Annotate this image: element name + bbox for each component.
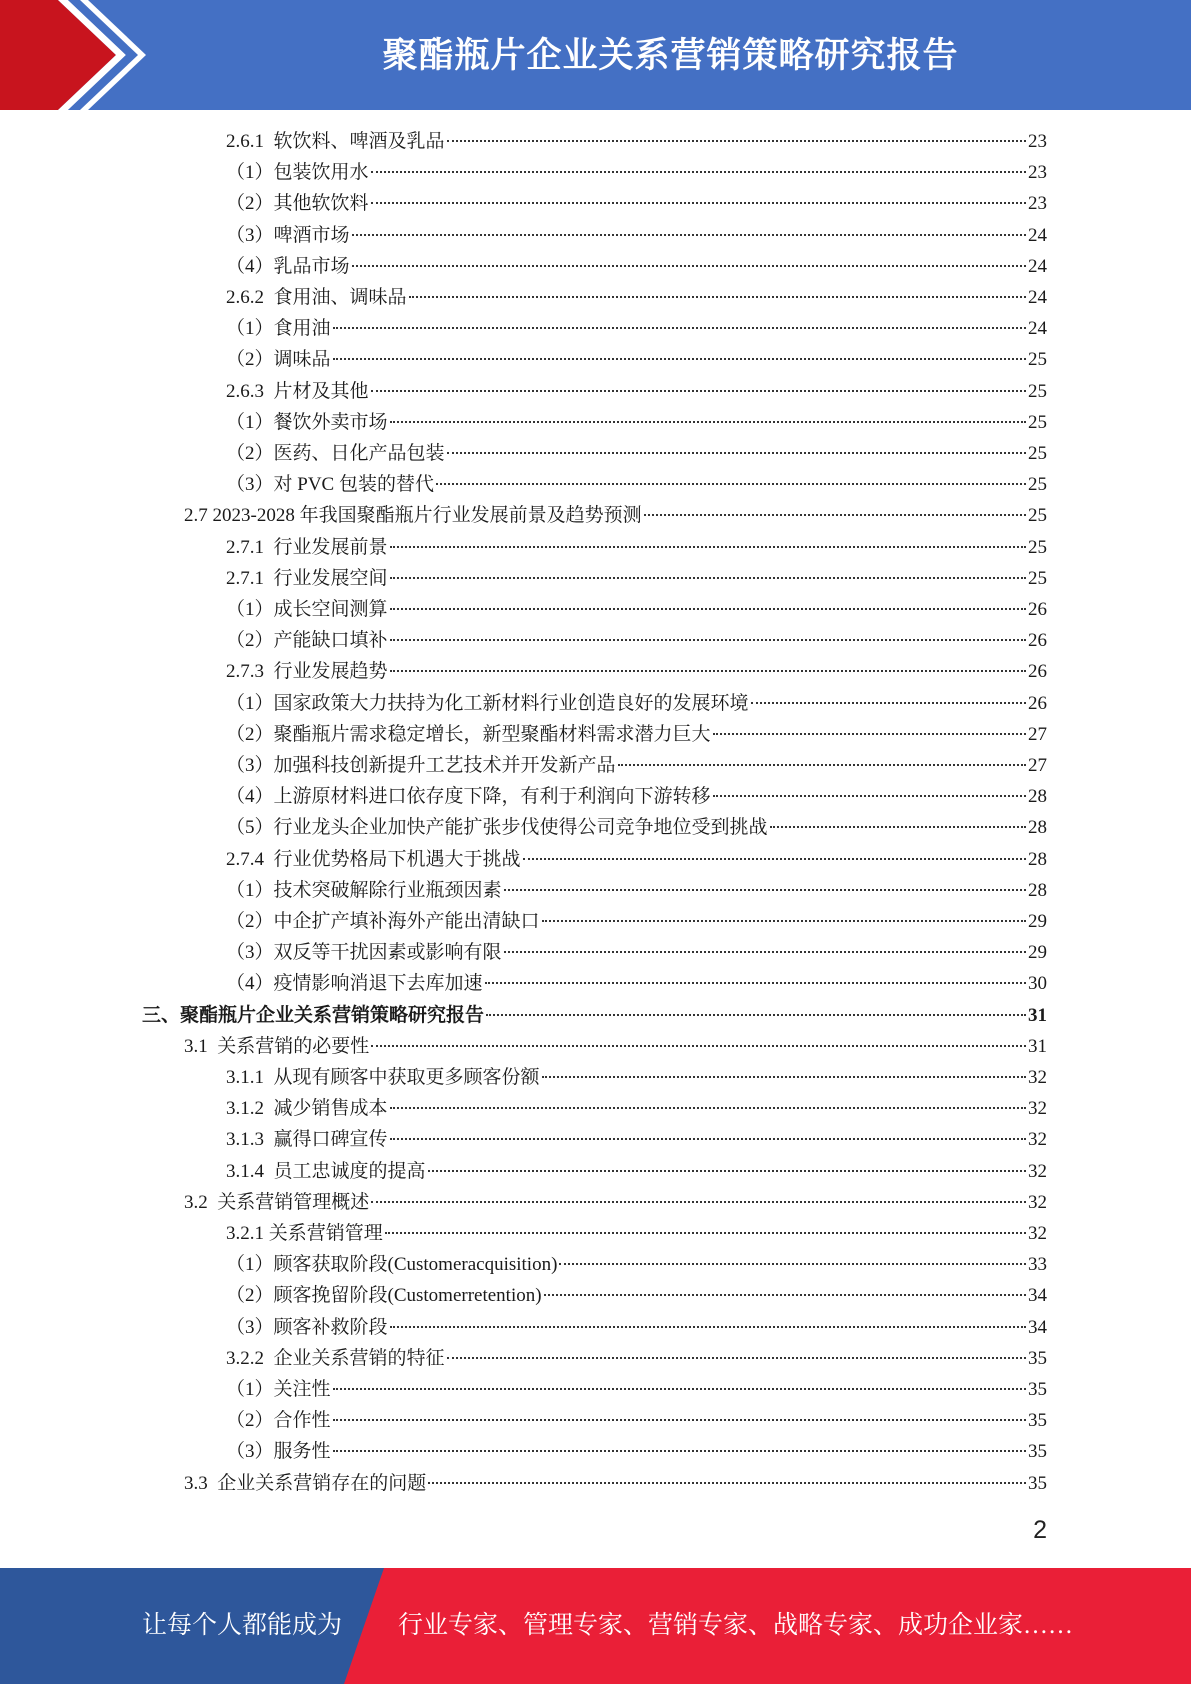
toc-entry-title: （3）顾客补救阶段 [226, 1316, 388, 1338]
toc-entry[interactable] [226, 1251, 1047, 1279]
toc-entry-page: 34 [1028, 1285, 1047, 1307]
toc-entry[interactable] [226, 814, 1047, 842]
toc-dot-leader [447, 452, 1026, 454]
toc-entry-title: （2）医药、日化产品包装 [226, 443, 445, 464]
toc-entry-title: 2.7.1 行业发展空间 [226, 567, 388, 589]
toc-dot-leader [390, 546, 1026, 548]
toc-dot-leader [409, 296, 1026, 298]
toc-dot-leader [333, 1450, 1026, 1452]
toc-entry[interactable] [226, 1438, 1047, 1466]
toc-entry[interactable] [226, 534, 1047, 562]
toc-entry-title: （1）餐饮外卖市场 [226, 411, 388, 433]
toc-dot-leader [333, 1419, 1026, 1421]
toc-entry-page: 32 [1028, 1191, 1047, 1213]
page-number: 2 [1033, 1516, 1047, 1544]
toc-dot-leader [352, 265, 1026, 267]
toc-entry-title: 3.3 企业关系营销存在的问题 [184, 1472, 427, 1494]
toc-dot-leader [390, 639, 1026, 641]
toc-entry-page: 31 [1028, 1004, 1047, 1026]
toc-entry[interactable] [226, 1345, 1047, 1373]
toc-entry[interactable] [142, 1002, 1047, 1030]
toc-entry[interactable] [226, 440, 1047, 468]
toc-dot-leader [523, 858, 1026, 860]
toc-entry[interactable] [226, 565, 1047, 593]
toc-dot-leader [333, 1388, 1026, 1390]
toc-entry[interactable] [226, 752, 1047, 780]
toc-entry-title: （4）乳品市场 [226, 255, 350, 277]
toc-entry-page: 31 [1028, 1035, 1047, 1057]
toc-dot-leader [371, 202, 1026, 204]
toc-entry-page: 24 [1028, 287, 1047, 308]
toc-entry[interactable] [226, 471, 1047, 499]
toc-entry-title: （1）包装饮用水 [226, 162, 369, 184]
toc-entry-title: 3.1.4 员工忠诚度的提高 [226, 1160, 426, 1182]
toc-entry-page: 35 [1028, 1410, 1047, 1432]
toc-entry-title: （4）上游原材料进口依存度下降，有利于利润向下游转移 [226, 786, 711, 808]
toc-entry-title: （2）聚酯瓶片需求稳定增长，新型聚酯材料需求潜力巨大 [226, 723, 711, 745]
toc-entry-page: 25 [1028, 474, 1047, 496]
toc-entry-page: 26 [1028, 692, 1047, 714]
toc-entry-title: （3）对 PVC 包装的替代 [226, 474, 434, 496]
toc-entry-page: 25 [1028, 536, 1047, 558]
toc-entry-title: （1）技术突破解除行业瓶颈因素 [226, 879, 502, 901]
toc-dot-leader [428, 1482, 1026, 1484]
toc-dot-leader [428, 1170, 1026, 1172]
toc-dot-leader [371, 1201, 1026, 1203]
toc-entry-page: 29 [1028, 911, 1047, 932]
toc-entry-page: 35 [1028, 1441, 1047, 1463]
toc-dot-leader [436, 483, 1026, 485]
toc-entry[interactable] [226, 346, 1047, 374]
toc-entry[interactable] [226, 128, 1047, 156]
toc-entry[interactable] [226, 1407, 1047, 1435]
toc-dot-leader [713, 795, 1026, 797]
toc-entry-title: （3）双反等干扰因素或影响有限 [226, 942, 502, 964]
toc-dot-leader [390, 1326, 1026, 1328]
toc-entry-page: 23 [1028, 131, 1047, 152]
toc-dot-leader [504, 889, 1026, 891]
toc-entry-page: 26 [1028, 661, 1047, 683]
toc-entry[interactable] [226, 970, 1047, 998]
toc-entry-title: （1）关注性 [226, 1379, 331, 1400]
toc-entry-page: 24 [1028, 255, 1047, 277]
toc-entry-title: （2）中企扩产填补海外产能出清缺口 [226, 911, 540, 932]
toc-entry-title: 3.1.3 赢得口碑宣传 [226, 1129, 388, 1151]
toc-entry[interactable] [226, 783, 1047, 811]
toc-entry-page: 33 [1028, 1254, 1047, 1276]
toc-dot-leader [333, 327, 1026, 329]
toc-dot-leader [333, 358, 1026, 360]
toc-dot-leader [770, 826, 1026, 828]
toc-dot-leader [371, 171, 1026, 173]
toc-dot-leader [390, 1138, 1026, 1140]
toc-entry[interactable] [226, 658, 1047, 686]
toc-entry-title: 3.1.2 减少销售成本 [226, 1098, 388, 1120]
toc-entry-title: （2）产能缺口填补 [226, 630, 388, 652]
toc-dot-leader [385, 1232, 1026, 1234]
toc-entry-title: （3）加强科技创新提升工艺技术并开发新产品 [226, 755, 616, 776]
toc-dot-leader [542, 920, 1026, 922]
toc-entry-title: （3）啤酒市场 [226, 224, 350, 246]
toc-entry[interactable] [184, 502, 1047, 530]
toc-dot-leader [447, 140, 1026, 142]
toc-entry[interactable] [184, 1189, 1047, 1217]
toc-entry[interactable] [226, 159, 1047, 187]
toc-entry[interactable] [226, 1282, 1047, 1310]
toc-dot-leader [390, 577, 1026, 579]
toc-dot-leader [371, 390, 1026, 392]
footer-slogan-left: 让每个人都能成为 [142, 1612, 343, 1639]
toc-entry[interactable] [226, 378, 1047, 406]
toc-entry-page: 34 [1028, 1316, 1047, 1338]
toc-entry-title: （5）行业龙头企业加快产能扩张步伐使得公司竞争地位受到挑战 [226, 817, 768, 839]
toc-entry-title: （1）成长空间测算 [226, 599, 388, 620]
toc-entry-page: 25 [1028, 505, 1047, 527]
toc-entry[interactable] [226, 222, 1047, 250]
toc-entry-title: （1）食用油 [226, 318, 331, 340]
toc-entry-page: 28 [1028, 848, 1047, 870]
toc-dot-leader [544, 1294, 1026, 1296]
toc-entry-title: （1）顾客获取阶段(Customeracquisition) [226, 1254, 558, 1276]
toc-entry-title: 3.1.1 从现有顾客中获取更多顾客份额 [226, 1067, 540, 1088]
toc-dot-leader [390, 421, 1026, 423]
toc-entry-title: （2）调味品 [226, 349, 331, 371]
toc-dot-leader [390, 670, 1026, 672]
toc-entry[interactable] [226, 315, 1047, 343]
toc-entry-page: 35 [1028, 1347, 1047, 1369]
toc-entry-title: （2）合作性 [226, 1410, 331, 1432]
toc-dot-leader [644, 514, 1026, 516]
toc-dot-leader [485, 982, 1026, 984]
toc-entry-page: 35 [1028, 1379, 1047, 1400]
toc-dot-leader [447, 1357, 1026, 1359]
toc-entry-title: （2）顾客挽留阶段(Customerretention) [226, 1285, 542, 1307]
toc-entry[interactable] [184, 1033, 1047, 1061]
toc-entry-page: 32 [1028, 1223, 1047, 1244]
toc-dot-leader [390, 608, 1026, 610]
document-title: 聚酯瓶片企业关系营销策略研究报告 [382, 36, 959, 76]
toc-entry[interactable] [226, 1158, 1047, 1186]
toc-entry-page: 26 [1028, 599, 1047, 620]
toc-entry[interactable] [226, 721, 1047, 749]
footer-banner [0, 1568, 1191, 1684]
toc-entry[interactable] [226, 908, 1047, 936]
toc-entry[interactable] [226, 1095, 1047, 1123]
toc-entry-title: 2.7.3 行业发展趋势 [226, 661, 388, 683]
toc-entry[interactable] [226, 1126, 1047, 1154]
toc-entry[interactable] [226, 877, 1047, 905]
toc-entry-title: （2）其他软饮料 [226, 193, 369, 215]
toc-entry-title: 2.6.1 软饮料、啤酒及乳品 [226, 131, 445, 152]
toc-entry[interactable] [226, 284, 1047, 312]
toc-entry-page: 28 [1028, 817, 1047, 839]
toc-entry-page: 32 [1028, 1129, 1047, 1151]
toc-entry-page: 32 [1028, 1160, 1047, 1182]
toc-entry-title: （1）国家政策大力扶持为化工新材料行业创造良好的发展环境 [226, 692, 749, 714]
toc-entry-page: 27 [1028, 723, 1047, 745]
toc-entry-title: 三、聚酯瓶片企业关系营销策略研究报告 [142, 1004, 485, 1026]
toc-entry[interactable] [226, 1314, 1047, 1342]
toc-entry-title: 2.6.3 片材及其他 [226, 380, 369, 402]
toc-dot-leader [713, 733, 1026, 735]
toc-entry[interactable] [226, 1220, 1047, 1248]
toc-entry-page: 27 [1028, 755, 1047, 776]
toc-dot-leader [504, 951, 1026, 953]
toc-entry-page: 23 [1028, 193, 1047, 215]
toc-entry-title: 3.2.1 关系营销管理 [226, 1223, 383, 1244]
toc-entry[interactable] [226, 627, 1047, 655]
toc-entry-page: 29 [1028, 942, 1047, 964]
toc-entry-page: 25 [1028, 349, 1047, 371]
toc-entry-page: 24 [1028, 224, 1047, 246]
toc-entry-page: 28 [1028, 879, 1047, 901]
toc-entry-page: 35 [1028, 1472, 1047, 1494]
header-arrow-decoration [0, 0, 160, 110]
toc-dot-leader [371, 1045, 1026, 1047]
toc-dot-leader [751, 702, 1026, 704]
toc-entry-title: 3.2 关系营销管理概述 [184, 1191, 370, 1213]
toc-dot-leader [486, 1014, 1026, 1016]
toc-entry-title: 2.7.1 行业发展前景 [226, 536, 388, 558]
toc-dot-leader [352, 234, 1026, 236]
toc-dot-leader [559, 1263, 1026, 1265]
toc-entry-page: 32 [1028, 1098, 1047, 1120]
toc-entry-page: 30 [1028, 973, 1047, 995]
toc-entry-page: 25 [1028, 380, 1047, 402]
toc-entry[interactable] [226, 846, 1047, 874]
toc-entry-page: 25 [1028, 411, 1047, 433]
toc-entry[interactable] [226, 1064, 1047, 1092]
toc-entry[interactable] [226, 409, 1047, 437]
toc-dot-leader [390, 1107, 1026, 1109]
toc-entry-page: 24 [1028, 318, 1047, 340]
toc-entry-title: （3）服务性 [226, 1441, 331, 1463]
toc-entry-page: 28 [1028, 786, 1047, 808]
toc-entry-page: 26 [1028, 630, 1047, 652]
toc-entry-title: （4）疫情影响消退下去库加速 [226, 973, 483, 995]
toc-entry[interactable] [226, 690, 1047, 718]
footer-slogan-right: 行业专家、管理专家、营销专家、战略专家、成功企业家…… [398, 1612, 1074, 1639]
header-banner [0, 0, 1191, 110]
toc-entry[interactable] [226, 1376, 1047, 1404]
toc-entry-title: 3.1 关系营销的必要性 [184, 1035, 370, 1057]
toc-entry-page: 25 [1028, 443, 1047, 464]
toc-entry[interactable] [226, 190, 1047, 218]
toc-entry-page: 23 [1028, 162, 1047, 184]
toc-entry-title: 2.7.4 行业优势格局下机遇大于挑战 [226, 848, 521, 870]
toc-dot-leader [542, 1076, 1026, 1078]
toc-entry[interactable] [226, 253, 1047, 281]
toc-entry-title: 3.2.2 企业关系营销的特征 [226, 1347, 445, 1369]
toc-entry-page: 25 [1028, 567, 1047, 589]
toc-entry[interactable] [226, 596, 1047, 624]
toc-entry[interactable] [226, 939, 1047, 967]
toc-entry[interactable] [184, 1470, 1047, 1498]
toc-entry-page: 32 [1028, 1067, 1047, 1088]
toc-entry-title: 2.6.2 食用油、调味品 [226, 287, 407, 308]
toc-dot-leader [618, 764, 1026, 766]
toc-entry-title: 2.7 2023-2028 年我国聚酯瓶片行业发展前景及趋势预测 [184, 505, 642, 527]
